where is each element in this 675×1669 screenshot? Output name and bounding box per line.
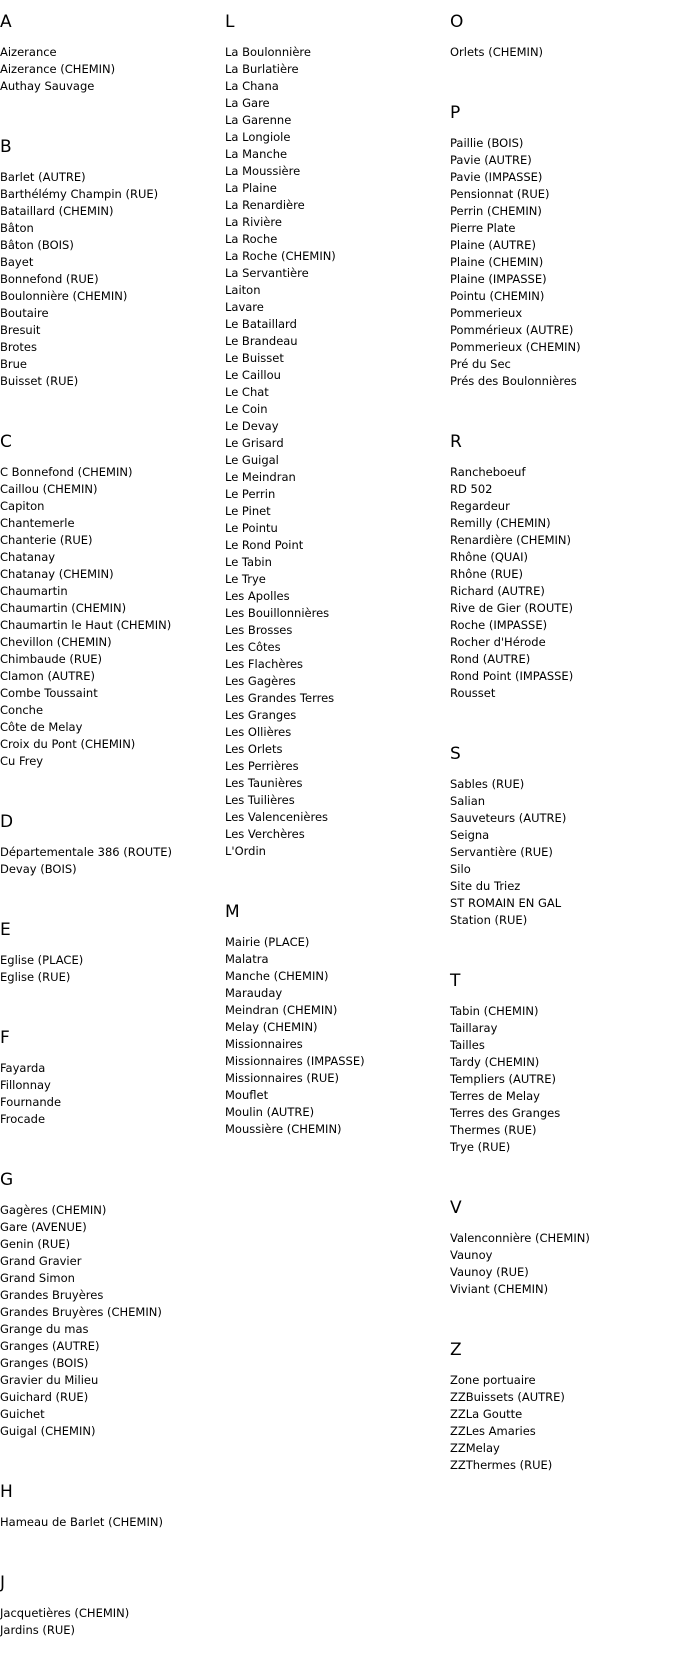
street-list-item[interactable]: Tailles [450, 1038, 485, 1052]
street-list-item[interactable]: Le Chat [225, 385, 269, 399]
letter-section-o [450, 0, 672, 61]
street-list-item[interactable]: Grandes Bruyères [0, 1288, 104, 1302]
street-list-item[interactable]: Fournande [0, 1095, 62, 1109]
street-list-item[interactable]: Barthélémy Champin (RUE) [0, 187, 159, 201]
street-list-item[interactable]: Genin (RUE) [0, 1237, 71, 1251]
section-letter-heading: E [0, 920, 11, 940]
street-list-item[interactable]: Perrin (CHEMIN) [450, 204, 542, 218]
section-letter-heading: C [0, 432, 12, 452]
street-list-item[interactable]: L'Ordin [225, 844, 266, 858]
street-list [0, 1514, 222, 1531]
street-list-item[interactable]: Gare (AVENUE) [0, 1220, 87, 1234]
street-list-item[interactable]: Chantemerle [0, 516, 75, 530]
street-list-item[interactable]: Granges (AUTRE) [0, 1339, 100, 1353]
street-list-item[interactable]: Le Caillou [225, 368, 281, 382]
street-list [450, 464, 672, 702]
street-list-item[interactable]: Le Buisset [225, 351, 284, 365]
street-list-item[interactable]: Eglise (PLACE) [0, 953, 84, 967]
letter-section-l [225, 0, 447, 860]
street-list [225, 44, 447, 860]
street-list-item[interactable]: Le Pointu [225, 521, 278, 535]
street-list-item[interactable]: Croix du Pont (CHEMIN) [0, 737, 136, 751]
street-list-item[interactable]: Les Flachères [225, 657, 304, 671]
street-list [0, 44, 222, 95]
street-list [0, 464, 222, 770]
street-list-item[interactable]: Chanterie (RUE) [0, 533, 93, 547]
street-list-item[interactable]: Prés des Boulonnières [450, 374, 577, 388]
street-list-item[interactable]: Pavie (AUTRE) [450, 153, 532, 167]
letter-section-f [0, 1016, 222, 1128]
letter-section-h [0, 1470, 222, 1531]
street-list-item[interactable]: Aizerance [0, 45, 57, 59]
street-list-item[interactable]: Bataillard (CHEMIN) [0, 204, 114, 218]
street-list [0, 1060, 222, 1128]
street-list-item[interactable]: Servantière (RUE) [450, 845, 553, 859]
street-list-item[interactable]: La Longiole [225, 130, 291, 144]
street-list-item[interactable]: Pommérieux (AUTRE) [450, 323, 574, 337]
section-letter-heading: M [225, 902, 240, 922]
street-list-item[interactable]: Guichard (RUE) [0, 1390, 89, 1404]
letter-section-b [0, 125, 222, 390]
street-list-item[interactable]: Bonnefond (RUE) [0, 272, 99, 286]
street-list-item[interactable]: Les Tuilières [225, 793, 295, 807]
street-list-item[interactable]: Boutaire [0, 306, 49, 320]
street-list-item[interactable]: Guichet [0, 1407, 45, 1421]
section-letter-heading: T [450, 971, 461, 991]
street-list-item[interactable]: Meindran (CHEMIN) [225, 1003, 338, 1017]
street-list-item[interactable]: Grand Gravier [0, 1254, 82, 1268]
street-list-item[interactable]: La Servantière [225, 266, 309, 280]
street-list-item[interactable]: Rousset [450, 686, 496, 700]
street-list-item[interactable]: Le Bataillard [225, 317, 297, 331]
section-letter-heading: H [0, 1482, 13, 1502]
street-list-item[interactable]: Rond Point (IMPASSE) [450, 669, 574, 683]
street-list-item[interactable]: Pré du Sec [450, 357, 511, 371]
street-list-item[interactable]: La Renardière [225, 198, 305, 212]
street-list-item[interactable]: Seigna [450, 828, 490, 842]
street-list-item[interactable]: Terres des Granges [450, 1106, 561, 1120]
street-list-item[interactable]: Grandes Bruyères (CHEMIN) [0, 1305, 162, 1319]
street-list-item[interactable]: Frocade [0, 1112, 46, 1126]
street-list-item[interactable]: Le Coin [225, 402, 268, 416]
street-list-item[interactable]: Roche (IMPASSE) [450, 618, 548, 632]
street-list-item[interactable]: Hameau de Barlet (CHEMIN) [0, 1515, 163, 1529]
street-list-item[interactable]: Moulin (AUTRE) [225, 1105, 315, 1119]
street-list-item[interactable]: Rancheboeuf [450, 465, 526, 479]
street-list [225, 934, 447, 1138]
street-list-item[interactable]: Les Taunières [225, 776, 303, 790]
street-list-item[interactable]: Fillonnay [0, 1078, 51, 1092]
street-list-item[interactable]: Remilly (CHEMIN) [450, 516, 551, 530]
street-list-item[interactable]: ST ROMAIN EN GAL [450, 896, 562, 910]
section-letter-heading: D [0, 812, 14, 832]
street-list-item[interactable]: Gagères (CHEMIN) [0, 1203, 107, 1217]
street-list [450, 1230, 672, 1298]
street-list-item[interactable]: C Bonnefond (CHEMIN) [0, 465, 133, 479]
street-list-item[interactable]: La Manche [225, 147, 288, 161]
street-list-item[interactable]: Grand Simon [0, 1271, 75, 1285]
street-list-item[interactable]: Authay Sauvage [0, 79, 95, 93]
street-list-item[interactable]: Les Bouillonnières [225, 606, 330, 620]
street-list-item[interactable]: Guigal (CHEMIN) [0, 1424, 96, 1438]
street-list-item[interactable]: Aizerance (CHEMIN) [0, 62, 116, 76]
street-list-item[interactable]: Lavare [225, 300, 264, 314]
street-list-item[interactable]: La Moussière [225, 164, 301, 178]
street-list-item[interactable]: Gravier du Milieu [0, 1373, 99, 1387]
street-list-item[interactable]: Côte de Melay [0, 720, 83, 734]
letter-section-v [450, 1186, 672, 1298]
street-list-item[interactable]: Pommerieux [450, 306, 523, 320]
street-list-item[interactable]: Regardeur [450, 499, 510, 513]
letter-section-g [0, 1158, 222, 1440]
street-list-item[interactable]: Les Grandes Terres [225, 691, 335, 705]
street-list-item[interactable]: Viviant (CHEMIN) [450, 1282, 549, 1296]
street-list-item[interactable]: Silo [450, 862, 471, 876]
street-list-item[interactable]: Les Ollières [225, 725, 292, 739]
street-list-item[interactable]: Les Orlets [225, 742, 283, 756]
street-list-item[interactable]: Le Grisard [225, 436, 284, 450]
section-letter-heading: V [450, 1198, 462, 1218]
street-list-item[interactable]: Le Brandeau [225, 334, 298, 348]
street-list-item[interactable]: Chaumartin le Haut (CHEMIN) [0, 618, 172, 632]
street-list-item[interactable]: Pensionnat (RUE) [450, 187, 550, 201]
letter-section-s [450, 732, 672, 929]
letter-section-c [0, 420, 222, 770]
street-list-item[interactable]: Missionnaires [225, 1037, 303, 1051]
street-list-item[interactable]: Templiers (AUTRE) [450, 1072, 557, 1086]
street-list [0, 1202, 222, 1440]
street-list-item[interactable]: La Gare [225, 96, 270, 110]
street-list-item[interactable]: Chimbaude (RUE) [0, 652, 103, 666]
section-letter-heading: A [0, 12, 12, 32]
street-list-item[interactable]: La Burlatière [225, 62, 299, 76]
street-list-item[interactable]: Site du Triez [450, 879, 521, 893]
street-list-item[interactable]: Sables (RUE) [450, 777, 525, 791]
street-list-item[interactable]: Vaunoy [450, 1248, 493, 1262]
street-list-item[interactable]: ZZLa Goutte [450, 1407, 523, 1421]
street-list-item[interactable]: Bâton [0, 221, 34, 235]
street-list [0, 1605, 222, 1639]
section-letter-heading: Z [450, 1340, 462, 1360]
street-list-item[interactable]: Missionnaires (IMPASSE) [225, 1054, 365, 1068]
street-list-item[interactable]: Mairie (PLACE) [225, 935, 310, 949]
street-list-item[interactable]: Bayet [0, 255, 34, 269]
street-list-item[interactable]: Chatanay [0, 550, 56, 564]
street-list-item[interactable]: Barlet (AUTRE) [0, 170, 86, 184]
letter-section-z [450, 1328, 672, 1474]
street-list-item[interactable]: Pointu (CHEMIN) [450, 289, 545, 303]
street-list-item[interactable]: Pierre Plate [450, 221, 516, 235]
section-letter-heading: B [0, 137, 12, 157]
street-list-item[interactable]: Mouflet [225, 1088, 269, 1102]
street-list-item[interactable]: Manche (CHEMIN) [225, 969, 329, 983]
letter-section-j [0, 1561, 222, 1639]
street-list-item[interactable]: La Roche [225, 232, 278, 246]
street-list-item[interactable]: Le Trye [225, 572, 266, 586]
street-list-item[interactable]: Bâton (BOIS) [0, 238, 74, 252]
street-list-item[interactable]: Les Verchères [225, 827, 305, 841]
street-list-item[interactable]: ZZThermes (RUE) [450, 1458, 553, 1472]
street-list-item[interactable]: Rocher d'Hérode [450, 635, 546, 649]
street-list-item[interactable]: Orlets (CHEMIN) [450, 45, 544, 59]
street-list-item[interactable]: Rhône (RUE) [450, 567, 523, 581]
street-list [450, 776, 672, 929]
street-list-item[interactable]: Taillaray [450, 1021, 498, 1035]
street-list-item[interactable]: Jacquetières (CHEMIN) [0, 1606, 130, 1620]
letter-section-r [450, 420, 672, 702]
street-list-item[interactable]: Plaine (CHEMIN) [450, 255, 544, 269]
street-list-item[interactable]: Laiton [225, 283, 261, 297]
street-list-item[interactable]: Le Guigal [225, 453, 279, 467]
street-list-item[interactable]: Les Gagères [225, 674, 296, 688]
letter-section-d [0, 800, 222, 878]
section-letter-heading: P [450, 103, 461, 123]
street-list [0, 169, 222, 390]
street-list-item[interactable]: Rond (AUTRE) [450, 652, 531, 666]
street-list-item[interactable]: La Chana [225, 79, 279, 93]
street-list-item[interactable]: Sauveteurs (AUTRE) [450, 811, 567, 825]
street-list-item[interactable]: Rhône (QUAI) [450, 550, 529, 564]
street-list-item[interactable]: Trye (RUE) [450, 1140, 511, 1154]
street-list-item[interactable]: Tabin (CHEMIN) [450, 1004, 539, 1018]
street-list-item[interactable]: Plaine (AUTRE) [450, 238, 536, 252]
street-list [450, 135, 672, 390]
street-list-item[interactable]: Les Granges [225, 708, 297, 722]
street-list-item[interactable]: Chaumartin [0, 584, 68, 598]
street-list-item[interactable]: Le Meindran [225, 470, 296, 484]
street-list-item[interactable]: Fayarda [0, 1061, 46, 1075]
street-list-item[interactable]: Le Rond Point [225, 538, 304, 552]
street-list-item[interactable]: La Roche (CHEMIN) [225, 249, 336, 263]
street-list-item[interactable]: Jardins (RUE) [0, 1623, 76, 1637]
street-list-item[interactable]: Le Tabin [225, 555, 272, 569]
street-list-item[interactable]: Valenconnière (CHEMIN) [450, 1231, 590, 1245]
street-list [450, 1372, 672, 1474]
letter-section-m [225, 890, 447, 1138]
street-list-item[interactable]: Paillie (BOIS) [450, 136, 524, 150]
street-list [0, 844, 222, 878]
street-list-item[interactable]: Zone portuaire [450, 1373, 536, 1387]
street-list-item[interactable]: Tardy (CHEMIN) [450, 1055, 540, 1069]
letter-section-a [0, 0, 222, 95]
street-list-item[interactable]: ZZLes Amaries [450, 1424, 536, 1438]
street-list-item[interactable]: Brotes [0, 340, 37, 354]
street-list-item[interactable]: Les Côtes [225, 640, 281, 654]
section-letter-heading: F [0, 1028, 10, 1048]
street-list [0, 952, 222, 986]
section-letter-heading: J [0, 1573, 6, 1593]
section-letter-heading: O [450, 12, 464, 32]
street-list-item[interactable]: Rive de Gier (ROUTE) [450, 601, 574, 615]
street-list-item[interactable]: Melay (CHEMIN) [225, 1020, 318, 1034]
street-list-item[interactable]: Les Valencenières [225, 810, 329, 824]
index-column-2 [225, 0, 447, 1168]
street-list-item[interactable]: Départementale 386 (ROUTE) [0, 845, 172, 859]
street-list-item[interactable]: Boulonnière (CHEMIN) [0, 289, 128, 303]
street-list-item[interactable]: Grange du mas [0, 1322, 89, 1336]
letter-section-t [450, 959, 672, 1156]
street-list-item[interactable]: Vaunoy (RUE) [450, 1265, 529, 1279]
street-list-item[interactable]: Les Brosses [225, 623, 293, 637]
letter-section-p [450, 91, 672, 390]
street-list-item[interactable]: Thermes (RUE) [450, 1123, 537, 1137]
street-list-item[interactable]: La Rivière [225, 215, 282, 229]
street-list-item[interactable]: RD 502 [450, 482, 493, 496]
street-list-item[interactable]: La Plaine [225, 181, 277, 195]
street-list-item[interactable]: Le Devay [225, 419, 279, 433]
street-list-item[interactable]: Combe Toussaint [0, 686, 98, 700]
section-letter-heading: G [0, 1170, 14, 1190]
street-list-item[interactable]: Devay (BOIS) [0, 862, 77, 876]
section-letter-heading: S [450, 744, 461, 764]
street-list-item[interactable]: Bresuit [0, 323, 41, 337]
street-list-item[interactable]: Chevillon (CHEMIN) [0, 635, 112, 649]
street-list-item[interactable]: Station (RUE) [450, 913, 528, 927]
street-list-item[interactable]: Plaine (IMPASSE) [450, 272, 547, 286]
street-list-item[interactable]: Le Pinet [225, 504, 271, 518]
street-list-item[interactable]: Brue [0, 357, 27, 371]
street-list-item[interactable]: Eglise (RUE) [0, 970, 71, 984]
street-list-item[interactable]: Terres de Melay [450, 1089, 540, 1103]
street-list-item[interactable]: Chaumartin (CHEMIN) [0, 601, 127, 615]
street-list-item[interactable]: Pavie (IMPASSE) [450, 170, 543, 184]
street-list-item[interactable]: Capiton [0, 499, 45, 513]
street-list-item[interactable]: Les Perrières [225, 759, 299, 773]
street-list-item[interactable]: Granges (BOIS) [0, 1356, 89, 1370]
street-list [450, 1003, 672, 1156]
street-list-item[interactable]: Chatanay (CHEMIN) [0, 567, 114, 581]
street-list-item[interactable]: Cu Frey [0, 754, 44, 768]
street-list-item[interactable]: Caillou (CHEMIN) [0, 482, 98, 496]
street-list-item[interactable]: La Boulonnière [225, 45, 311, 59]
index-column-3 [450, 0, 672, 1504]
street-list-item[interactable]: Conche [0, 703, 44, 717]
street-list-item[interactable]: Buisset (RUE) [0, 374, 79, 388]
street-list-item[interactable]: Salian [450, 794, 486, 808]
street-list-item[interactable]: Pommerieux (CHEMIN) [450, 340, 581, 354]
street-list-item[interactable]: Les Apolles [225, 589, 290, 603]
street-list [450, 44, 672, 61]
street-list-item[interactable]: Moussière (CHEMIN) [225, 1122, 342, 1136]
street-list-item[interactable]: Missionnaires (RUE) [225, 1071, 339, 1085]
street-list-item[interactable]: ZZMelay [450, 1441, 500, 1455]
street-list-item[interactable]: Clamon (AUTRE) [0, 669, 95, 683]
letter-section-e [0, 908, 222, 986]
section-letter-heading: L [225, 12, 235, 32]
street-list-item[interactable]: La Garenne [225, 113, 292, 127]
street-list-item[interactable]: Marauday [225, 986, 283, 1000]
street-list-item[interactable]: ZZBuissets (AUTRE) [450, 1390, 565, 1404]
index-column-1 [0, 0, 222, 1669]
section-letter-heading: R [450, 432, 462, 452]
street-list-item[interactable]: Renardière (CHEMIN) [450, 533, 572, 547]
street-list-item[interactable]: Malatra [225, 952, 269, 966]
street-list-item[interactable]: Le Perrin [225, 487, 276, 501]
street-list-item[interactable]: Richard (AUTRE) [450, 584, 545, 598]
